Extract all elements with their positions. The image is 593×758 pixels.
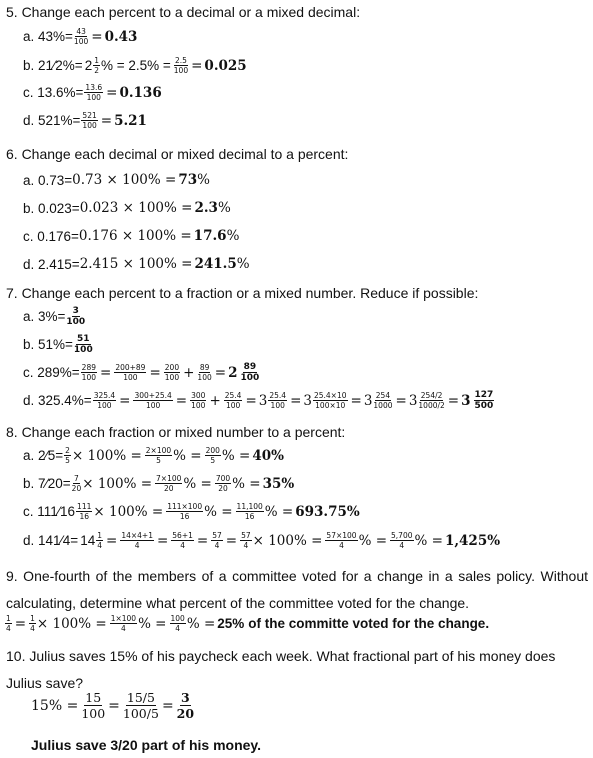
q8a-answer: 40% (252, 447, 284, 464)
q10-answer: Julius save 3/20 part of his money. (31, 737, 262, 753)
q5b-frac1: $\frac{1}{2}$ (94, 56, 99, 75)
q10-work: 15% = $\frac{15}{100}$ = $\frac{15/5}{100/5}$ = $\frac{3}{20}$ (31, 690, 195, 721)
q5c: c. 13.6%= $\frac{13.6}{100}$ = 0.136 (23, 83, 162, 102)
q9-answer-tail: of the committe voted for the change. (248, 616, 490, 631)
q9-work: $\frac{1}{4}$ = $\frac{1}{4}$ × 100% = $\frac{1\times 100}{4}$ % = $\frac{100}{4}$ % = 25% of the committe voted for the change. (6, 614, 490, 633)
q8c-answer: 693.75% (295, 503, 360, 520)
q10-answer-frac: $\frac{3}{20}$ (176, 690, 195, 721)
q10-title: 10. Julius saves 15% of his paycheck each week. What fractional part of his money does Julius save? (6, 648, 556, 691)
q7c: c. 289%= $\frac{289}{100}$ = $\frac{200+89}{100}$ = $\frac{200}{100}$ + $\frac{89}{100}$ = 2 $\frac{89}{100}$ (23, 362, 260, 383)
q7b: b. 51%= $\frac{51}{100}$ (23, 334, 93, 355)
q6b: b. 0.023= 0.023 × 100% = 2.3 % (23, 200, 231, 216)
q8-title: 8. Change each fraction or mixed number to a percent: (6, 424, 346, 440)
q8c: c. 111⁄16 $\frac{111}{16}$ × 100% = $\frac{111\times 100}{16}$ % = $\frac{11,100}{16}$ % = 693.75% (23, 502, 360, 521)
q5b-label: b. 21⁄2%= (23, 58, 83, 73)
q5d-label: d. 521%= (23, 113, 81, 128)
q5a-frac: $\frac{43}{100}$ (73, 27, 89, 46)
q5a-answer: 0.43 (104, 28, 138, 45)
q7b-answer: $\frac{51}{100}$ (73, 334, 93, 355)
q6d: d. 2.415= 2.415 × 100% = 241.5 % (23, 256, 250, 272)
q6-title: 6. Change each decimal or mixed decimal to a percent: (6, 146, 349, 162)
q7c-answer: $\frac{89}{100}$ (240, 362, 260, 383)
q7d-answer: $\frac{127}{500}$ (474, 390, 494, 411)
q6a: a. 0.73= 0.73 × 100% = 73 % (23, 172, 210, 188)
q6c-answer: 17.6 (193, 228, 227, 244)
q7d: d. 325.4%= $\frac{325.4}{100}$ = $\frac{300+25.4}{100}$ = $\frac{300}{100}$ + $\frac{25.4}{100}$ = 3 $\frac{25.4}{100}$ = 3 $\frac{25.4\times 10}{100\times 10}$ = 3 $\frac{254}{1000}$ = 3 $\frac{254/2}{1000/2}$ = 3 $\frac{127}{500}$ (23, 390, 494, 411)
q6d-answer: 241.5 (194, 256, 237, 272)
q5c-label: c. 13.6%= (23, 85, 84, 100)
q5a: a. 43%= $\frac{43}{100}$ = 0.43 (23, 27, 138, 46)
q7-title: 7. Change each percent to a fraction or a mixed number. Reduce if possible: (6, 285, 479, 301)
q5d: d. 521%= $\frac{521}{100}$ = 5.21 (23, 111, 147, 130)
q8a: a. 2⁄5= $\frac{2}{5}$ × 100% = $\frac{2\times 100}{5}$ % = $\frac{200}{5}$ % = 40% (23, 446, 284, 465)
q6c: c. 0.176= 0.176 × 100% = 17.6 % (23, 228, 240, 244)
q5b-frac2: $\frac{2.5}{100}$ (173, 56, 189, 75)
q7a: a. 3%= $\frac{3}{100}$ (23, 306, 86, 327)
q5d-frac: $\frac{521}{100}$ (82, 111, 97, 130)
q8b: b. 7⁄20= $\frac{7}{20}$ × 100% = $\frac{7\times 100}{20}$ % = $\frac{700}{20}$ % = 35% (23, 474, 295, 493)
q8d-answer: 1,425% (444, 532, 501, 549)
q7a-answer: $\frac{3}{100}$ (66, 306, 86, 327)
q5c-answer: 0.136 (119, 84, 162, 101)
q6a-answer: 73 (178, 172, 198, 188)
q5b: b. 21⁄2%= 2 $\frac{1}{2}$ % = 2.5% = $\frac{2.5}{100}$ = 0.025 (23, 56, 247, 75)
q5-title: 5. Change each percent to a decimal or a mixed decimal: (6, 4, 361, 20)
q5c-frac: $\frac{13.6}{100}$ (85, 83, 103, 102)
q5b-answer: 0.025 (204, 57, 247, 74)
q5d-answer: 5.21 (114, 112, 147, 129)
q8b-answer: 35% (262, 475, 295, 492)
q5a-label: a. 43%= (23, 29, 73, 44)
q8d: d. 141⁄4= 14 $\frac{1}{4}$ = $\frac{14\times 4+1}{4}$ = $\frac{56+1}{4}$ = $\frac{57}{4}$ = $\frac{57}{4}$ × 100% = $\frac{57\times 100}{4}$ % = $\frac{5,700}{4}$ % = 1,425% (23, 531, 501, 550)
q6b-answer: 2.3 (194, 200, 218, 216)
q9-title: 9. One-fourth of the members of a committee voted for a change in a sales policy. Without calculating, determine what percent of the committee voted for the change. (6, 568, 588, 611)
q9-answer: 25% (217, 616, 245, 631)
